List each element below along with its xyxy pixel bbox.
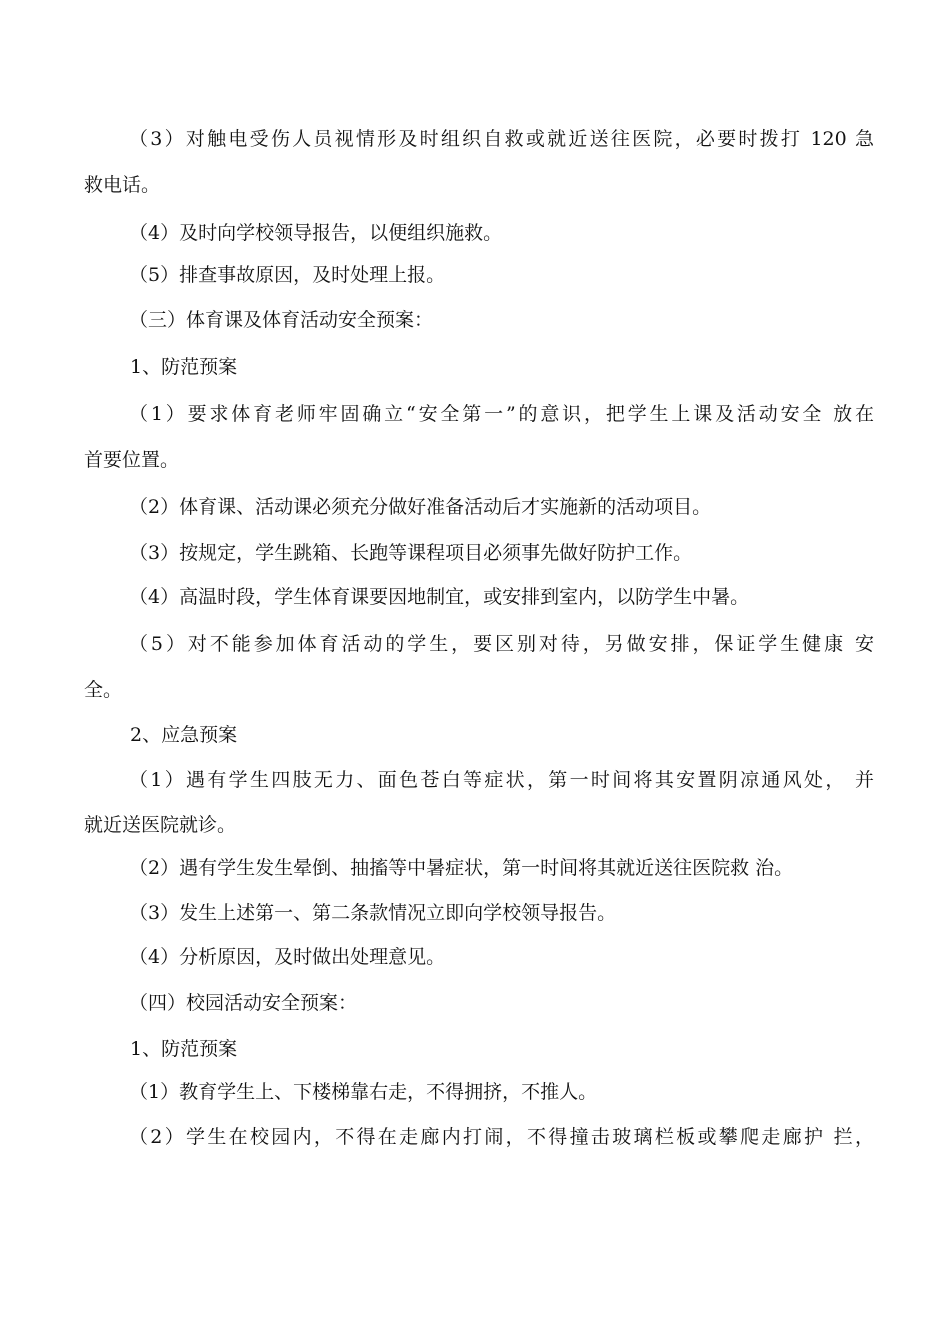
text-line-11: （4）高温时段，学生体育课要因地制宜，或安排到室内，以防学生中暑。 <box>129 586 750 608</box>
subheading-prevention-2: 1、防范预案 <box>130 1038 238 1060</box>
text-line-10: （3）按规定，学生跳箱、长跑等课程项目必须事先做好防护工作。 <box>129 542 693 564</box>
text-line-13: 全。 <box>84 679 123 701</box>
text-line-18: （3）发生上述第一、第二条款情况立即向学校领导报告。 <box>129 902 617 924</box>
text-line-19: （4）分析原因，及时做出处理意见。 <box>129 946 446 968</box>
text-line-16: 就近送医院就诊。 <box>84 814 237 836</box>
text-line-2: 救电话。 <box>84 174 161 196</box>
section-heading-3: （三）体育课及体育活动安全预案： <box>129 309 434 331</box>
text-line-12: （5）对不能参加体育活动的学生，要区别对待，另做安排，保证学生健康 安 <box>129 633 874 655</box>
text-line-1: （3）对触电受伤人员视情形及时组织自救或就近送往医院，必要时拨打 120 急 <box>129 128 874 150</box>
text-line-15: （1）遇有学生四肢无力、面色苍白等症状，第一时间将其安置阴凉通风处， 并 <box>129 769 874 791</box>
text-line-3: （4）及时向学校领导报告，以便组织施救。 <box>129 222 503 244</box>
text-line-4: （5）排查事故原因，及时处理上报。 <box>129 264 446 286</box>
text-line-23: （2）学生在校园内，不得在走廊内打闹，不得撞击玻璃栏板或攀爬走廊护 拦， <box>129 1126 874 1148</box>
text-line-17: （2）遇有学生发生晕倒、抽搐等中暑症状，第一时间将其就近送往医院救 治。 <box>129 857 794 879</box>
subheading-emergency: 2、应急预案 <box>130 724 238 746</box>
text-line-22: （1）教育学生上、下楼梯靠右走，不得拥挤，不推人。 <box>129 1081 598 1103</box>
subheading-prevention-1: 1、防范预案 <box>130 356 238 378</box>
text-line-7: （1）要求体育老师牢固确立“安全第一”的意识，把学生上课及活动安全 放在 <box>129 403 874 425</box>
text-line-9: （2）体育课、活动课必须充分做好准备活动后才实施新的活动项目。 <box>129 496 712 518</box>
section-heading-4: （四）校园活动安全预案： <box>129 992 358 1014</box>
text-line-8: 首要位置。 <box>84 449 180 471</box>
